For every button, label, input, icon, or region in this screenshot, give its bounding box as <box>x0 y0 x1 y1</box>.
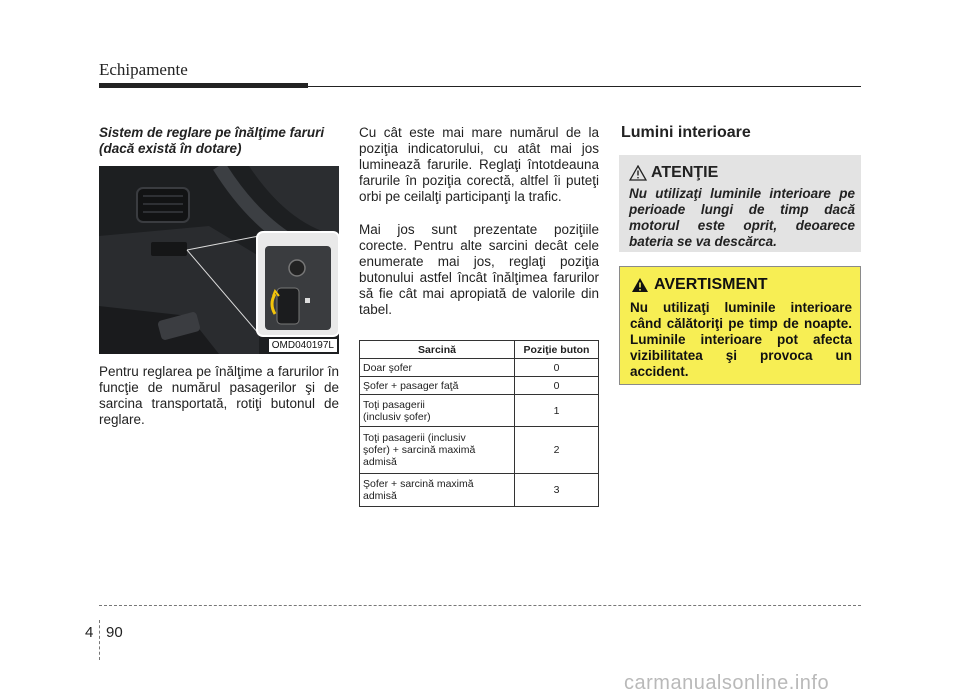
watermark: carmanualsonline.info <box>624 672 830 694</box>
leveling-instructions: Pentru reglarea pe înălţime a farurilor în funcţie de numărul pasagerilor şi de sarcina transportată, rotiţi butonul de reglare. <box>99 364 339 427</box>
column-header-position: Poziţie buton <box>515 341 599 359</box>
caution-title: ATENŢIE <box>651 164 719 181</box>
position-cell: 1 <box>515 395 599 427</box>
warning-text: Nu utilizaţi luminile interioare când călătoriţi pe timp de noapte. Luminile interioare pot afecta vizibilitatea şi provoca un accident. <box>630 300 852 379</box>
load-cell: Şofer + sarcină maximă admisă <box>360 474 515 507</box>
load-position-table <box>359 340 599 507</box>
caution-triangle-icon <box>629 165 647 181</box>
table-row <box>360 377 599 395</box>
warning-box <box>619 266 861 385</box>
position-cell: 0 <box>515 377 599 395</box>
indicator-explanation: Cu cât este mai mare numărul de la poziţia indicatorului, cu atât mai jos luminează farurile. Reglaţi întotdeauna farurile în poziţia corectă, altfel îi puteţi orbi pe ceilalţi participanţi la trafic. <box>359 125 599 204</box>
position-cell: 2 <box>515 427 599 474</box>
load-cell: Toţi pasagerii (inclusiv şofer) <box>360 395 515 427</box>
page-number: 90 <box>106 624 123 641</box>
running-header: Echipamente <box>99 60 188 79</box>
table-row <box>360 395 599 427</box>
figure-code: OMD040197L <box>269 339 337 352</box>
position-cell: 3 <box>515 474 599 507</box>
headlight-leveling-figure <box>99 166 339 354</box>
table-row <box>360 359 599 377</box>
headlight-leveling-subtitle: Sistem de reglare pe înălţime faruri (dacă există în dotare) <box>99 125 325 156</box>
warning-title: AVERTISMENT <box>654 276 768 293</box>
dashboard-illustration <box>99 166 339 354</box>
caution-box <box>619 155 861 252</box>
load-cell: Doar şofer <box>360 359 515 377</box>
table-row <box>360 427 599 474</box>
footer-divider <box>99 620 100 660</box>
positions-intro: Mai jos sunt prezentate poziţiile corecte. Pentru alte sarcini decât cele enumerate mai jos, reglaţi poziţia butonului astfel încât înălţimea farurilor să fie cât mai apropiată de valorile din tabel. <box>359 222 599 317</box>
footer-rule <box>99 605 861 606</box>
load-cell: Şofer + pasager faţă <box>360 377 515 395</box>
table-row <box>360 474 599 507</box>
column-header-load: Sarcină <box>360 341 515 359</box>
warning-triangle-icon <box>631 277 649 293</box>
position-cell: 0 <box>515 359 599 377</box>
header-rule-accent <box>99 83 308 88</box>
table-header-row <box>360 341 599 359</box>
load-cell: Toţi pasagerii (inclusiv şofer) + sarcină maximă admisă <box>360 427 515 474</box>
caution-text: Nu utilizaţi luminile interioare pe perioade lungi de timp dacă motorul este oprit, deoarece bateria se va descărca. <box>629 186 855 249</box>
chapter-number: 4 <box>85 624 94 641</box>
section-title: Lumini interioare <box>621 124 751 141</box>
